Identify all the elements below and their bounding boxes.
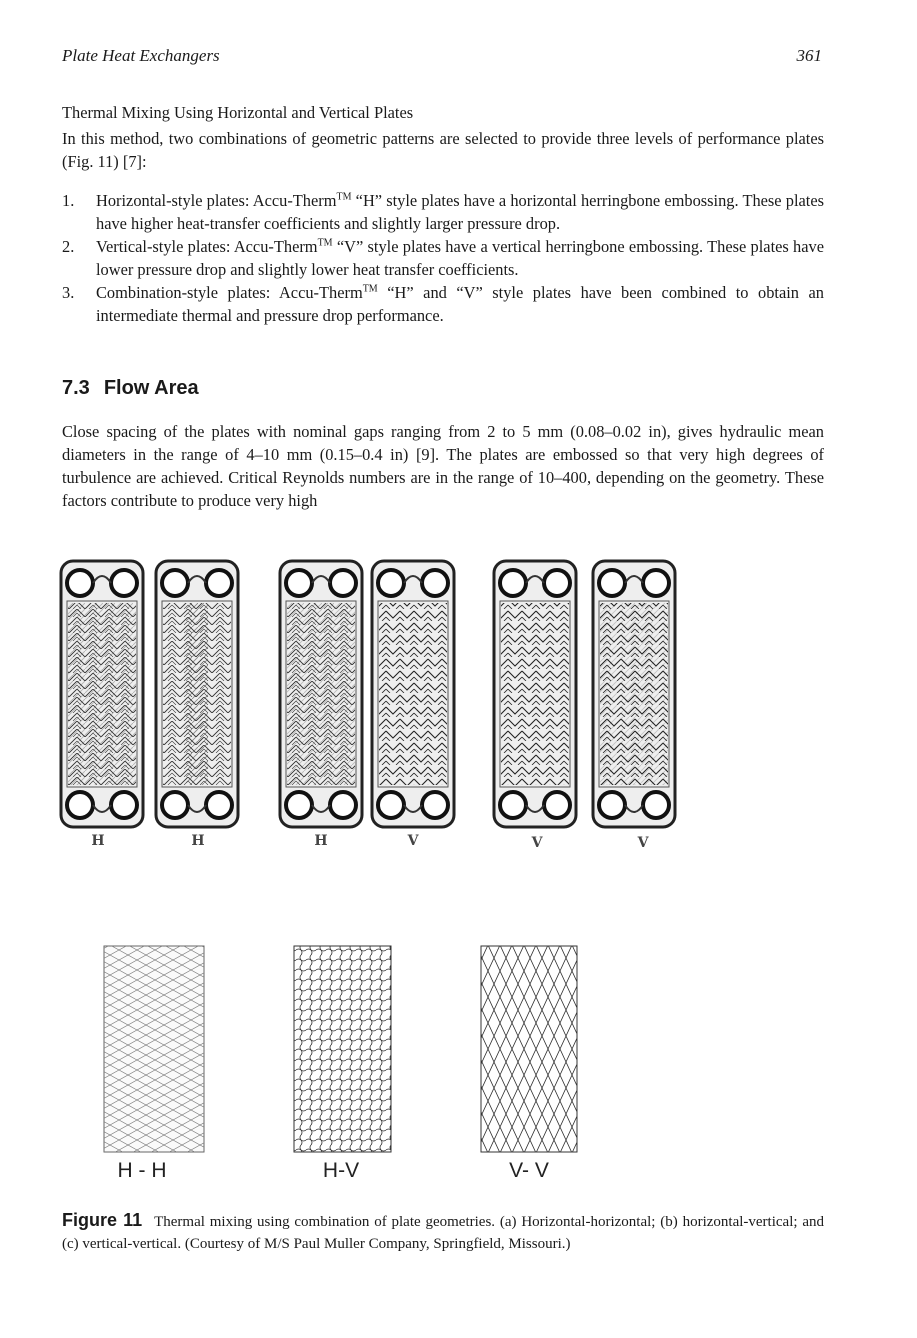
list-item-text: “H” and “V” style plates have been combined to obtain an intermediate thermal and pressure drop performance. — [96, 283, 824, 325]
section-number: 7.3 — [62, 377, 90, 399]
running-head — [62, 46, 822, 70]
pattern-label: H-V — [322, 1159, 360, 1182]
plate-label: H — [191, 833, 205, 849]
subheading: Thermal Mixing Using Horizontal and Vertical Plates — [62, 103, 414, 122]
list-item — [62, 189, 824, 235]
plate-label: V — [407, 833, 419, 849]
figure-illustration — [56, 555, 706, 1195]
plate-v-3 — [593, 561, 675, 827]
list-item-number: 1. — [62, 191, 75, 210]
figure-caption — [62, 1209, 824, 1255]
pattern-v-v — [481, 946, 577, 1152]
page-number: 361 — [796, 46, 822, 65]
trademark-mark: TM — [317, 237, 333, 249]
list-item-text: “V” style plates have a vertical herringbone embossing. These plates have lower pressure drop and slightly lower heat transfer coefficients. — [96, 237, 824, 279]
plate-v-1 — [372, 561, 454, 827]
section-heading — [62, 377, 199, 400]
list-item-text: Vertical-style plates: Accu-Therm — [96, 237, 318, 256]
plate-label: V — [637, 835, 649, 851]
plate-label: V — [531, 835, 543, 851]
list-item-number: 2. — [62, 237, 75, 256]
figure-label: Figure 11 — [62, 1210, 143, 1230]
list-item-number: 3. — [62, 283, 75, 302]
section-title: Flow Area — [103, 377, 199, 399]
intro-paragraph: In this method, two combinations of geometric patterns are selected to provide three levels of performance plates (Fig. 11) [7]: — [62, 129, 824, 171]
plate-h-3 — [280, 561, 362, 827]
list-item — [62, 281, 824, 327]
plate-v-2 — [494, 561, 576, 827]
section-paragraph: Close spacing of the plates with nominal gaps ranging from 2 to 5 mm (0.08–0.02 in), gives hydraulic mean diameters in the range of 4–10 mm (0.15–0.4 in) [9]. The plates are embossed so that very high degrees of turbulence are achieved. Critical Reynolds numbers are in the range of 10–400, depending on the geometry. These factors contribute to produce very high — [62, 422, 824, 510]
plate-h-1 — [61, 561, 143, 827]
plate-h-2 — [156, 561, 238, 827]
figure-11 — [56, 555, 706, 1195]
plate-style-list — [62, 189, 824, 327]
plate-label: H — [314, 833, 328, 849]
trademark-mark: TM — [362, 283, 378, 295]
running-head-title: Plate Heat Exchangers — [62, 46, 220, 65]
list-item — [62, 235, 824, 281]
pattern-h-v — [294, 946, 391, 1152]
pattern-h-h — [104, 946, 204, 1152]
caption-text: Thermal mixing using combination of plate geometries. (a) Horizontal-horizontal; (b) horizontal-vertical; and (c) vertical-vertical. (Courtesy of M/S Paul Muller Company, Springfield, Missouri.) — [62, 1214, 825, 1252]
list-item-text: “H” style plates have a horizontal herringbone embossing. These plates have higher heat-transfer coefficients and slightly larger pressure drop. — [96, 191, 824, 233]
list-item-text: Combination-style plates: Accu-Therm — [96, 283, 363, 302]
pattern-label: V- V — [509, 1159, 549, 1182]
list-item-text: Horizontal-style plates: Accu-Therm — [96, 191, 337, 210]
trademark-mark: TM — [336, 191, 352, 203]
plate-label: H — [91, 833, 105, 849]
pattern-label: H - H — [117, 1159, 167, 1182]
